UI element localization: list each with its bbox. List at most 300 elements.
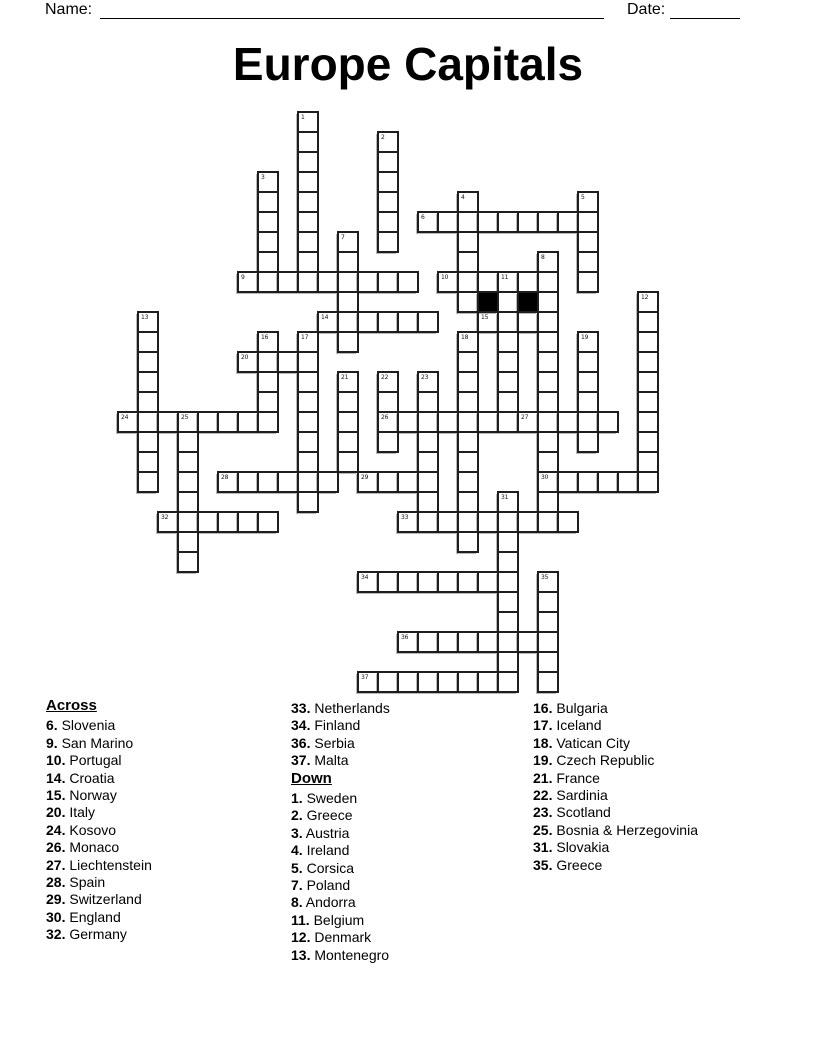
cell-number-22: 22 [381,374,389,381]
grid-cell-r28-c13[interactable] [377,671,399,693]
clue-number-25: 25. [533,821,553,838]
grid-cell-r7-c23[interactable] [577,251,599,273]
grid-cell-r18-c1[interactable] [137,471,159,493]
grid-cell-r15-c11[interactable] [337,411,359,433]
clue-text-23: Scotland [552,804,611,821]
grid-cell-r16-c17[interactable] [457,431,479,453]
grid-cell-r26-c18[interactable] [477,631,499,653]
grid-cell-r6-c7[interactable] [257,231,279,253]
clue-number-7: 7. [291,877,303,894]
clue-text-9: San Marino [57,734,134,751]
grid-cell-r10-c26[interactable] [637,311,659,333]
clue-text-3: Austria [302,824,350,841]
grid-cell-r20-c16[interactable] [437,511,459,533]
grid-cell-r24-c19[interactable] [497,591,519,613]
grid-cell-r15-c0[interactable] [117,411,139,433]
grid-cell-r13-c19[interactable] [497,371,519,393]
grid-cell-r7-c11[interactable] [337,251,359,273]
grid-cell-r15-c2[interactable] [157,411,179,433]
grid-cell-r16-c1[interactable] [137,431,159,453]
grid-cell-r6-c17[interactable] [457,231,479,253]
cell-number-2: 2 [381,134,385,141]
clue-number-24: 24. [46,821,66,838]
clue-text-1: Sweden [302,790,358,807]
grid-cell-r2-c9[interactable] [297,151,319,173]
grid-cell-r15-c22[interactable] [557,411,579,433]
grid-cell-r23-c17[interactable] [457,571,479,593]
grid-cell-r23-c14[interactable] [397,571,419,593]
grid-cell-r20-c15[interactable] [417,511,439,533]
clue-text-35: Greece [552,856,603,873]
clue-20 [46,804,152,821]
grid-cell-r23-c16[interactable] [437,571,459,593]
cell-number-5: 5 [581,194,585,201]
grid-cell-r5-c13[interactable] [377,211,399,233]
grid-cell-r22-c19[interactable] [497,551,519,573]
grid-cell-r26-c16[interactable] [437,631,459,653]
grid-cell-r9-c11[interactable] [337,291,359,313]
grid-cell-r13-c9[interactable] [297,371,319,393]
grid-cell-r18-c14[interactable] [397,471,419,493]
grid-cell-r12-c7[interactable] [257,351,279,373]
clue-number-29: 29. [46,891,66,908]
clue-4 [291,842,390,859]
cell-number-17: 17 [301,334,309,341]
grid-cell-r15-c17[interactable] [457,411,479,433]
grid-cell-r18-c21[interactable] [537,471,559,493]
grid-cell-r21-c3[interactable] [177,531,199,553]
cell-number-7: 7 [341,234,345,241]
grid-cell-r8-c20[interactable] [517,271,539,293]
grid-cell-r26-c21[interactable] [537,631,559,653]
clue-text-25: Bosnia & Herzegovinia [552,821,698,838]
name-input-line[interactable] [100,2,604,19]
clue-text-29: Switzerland [65,891,142,908]
clue-number-27: 27. [46,856,66,873]
grid-cell-r20-c20[interactable] [517,511,539,533]
grid-cell-r11-c26[interactable] [637,331,659,353]
grid-cell-r21-c19[interactable] [497,531,519,553]
grid-cell-r6-c13[interactable] [377,231,399,253]
grid-cell-r8-c7[interactable] [257,271,279,293]
grid-cell-r15-c9[interactable] [297,411,319,433]
grid-cell-r14-c7[interactable] [257,391,279,413]
grid-cell-r10-c10[interactable] [317,311,339,333]
across-heading: Across [46,697,97,714]
grid-cell-r15-c19[interactable] [497,411,519,433]
grid-cell-r15-c5[interactable] [217,411,239,433]
grid-cell-r8-c14[interactable] [397,271,419,293]
grid-cell-r12-c26[interactable] [637,351,659,373]
grid-cell-r5-c16[interactable] [437,211,459,233]
clue-15 [46,787,152,804]
grid-cell-r11-c23[interactable] [577,331,599,353]
grid-cell-r20-c4[interactable] [197,511,219,533]
grid-cell-r16-c11[interactable] [337,431,359,453]
name-label: Name: [45,1,93,18]
grid-cell-r6-c23[interactable] [577,231,599,253]
grid-cell-r12-c17[interactable] [457,351,479,373]
grid-cell-r28-c17[interactable] [457,671,479,693]
grid-cell-r12-c19[interactable] [497,351,519,373]
grid-cell-r19-c19[interactable] [497,491,519,513]
grid-cell-r0-c9[interactable] [297,111,319,133]
grid-cell-r23-c13[interactable] [377,571,399,593]
grid-cell-r8-c10[interactable] [317,271,339,293]
grid-cell-r16-c23[interactable] [577,431,599,453]
grid-cell-r10-c18[interactable] [477,311,499,333]
grid-cell-r12-c23[interactable] [577,351,599,373]
cell-number-8: 8 [541,254,545,261]
grid-cell-r11-c11[interactable] [337,331,359,353]
grid-cell-r5-c23[interactable] [577,211,599,233]
grid-cell-r28-c14[interactable] [397,671,419,693]
clue-26 [46,839,152,856]
grid-cell-r20-c3[interactable] [177,511,199,533]
grid-cell-r15-c16[interactable] [437,411,459,433]
grid-cell-r17-c17[interactable] [457,451,479,473]
grid-cell-r20-c17[interactable] [457,511,479,533]
grid-cell-r28-c12[interactable] [357,671,379,693]
grid-cell-r11-c17[interactable] [457,331,479,353]
grid-cell-r4-c7[interactable] [257,191,279,213]
grid-cell-r15-c15[interactable] [417,411,439,433]
grid-cell-r5-c20[interactable] [517,211,539,233]
grid-cell-r15-c1[interactable] [137,411,159,433]
grid-cell-r4-c9[interactable] [297,191,319,213]
clue-number-26: 26. [46,839,66,856]
grid-cell-r17-c1[interactable] [137,451,159,473]
grid-cell-r14-c11[interactable] [337,391,359,413]
grid-cell-r10-c20[interactable] [517,311,539,333]
grid-cell-r10-c13[interactable] [377,311,399,333]
clue-number-12: 12. [291,929,311,946]
grid-cell-r22-c3[interactable] [177,551,199,573]
grid-cell-r15-c14[interactable] [397,411,419,433]
cell-number-10: 10 [441,274,449,281]
grid-cell-r11-c1[interactable] [137,331,159,353]
clue-12 [291,929,390,946]
grid-cell-r9-c21[interactable] [537,291,559,313]
grid-cell-r14-c13[interactable] [377,391,399,413]
grid-cell-r1-c9[interactable] [297,131,319,153]
grid-cell-r20-c7[interactable] [257,511,279,533]
clue-35 [533,857,698,874]
grid-cell-r13-c26[interactable] [637,371,659,393]
clue-text-12: Denmark [310,929,372,946]
down-heading: Down [291,769,332,787]
grid-cell-r13-c1[interactable] [137,371,159,393]
grid-cell-r18-c15[interactable] [417,471,439,493]
grid-cell-r15-c3[interactable] [177,411,199,433]
grid-cell-r14-c9[interactable] [297,391,319,413]
grid-cell-r2-c13[interactable] [377,151,399,173]
grid-cell-r10-c19[interactable] [497,311,519,333]
grid-cell-r25-c21[interactable] [537,611,559,633]
grid-cell-r25-c19[interactable] [497,611,519,633]
grid-cell-r9-c17[interactable] [457,291,479,313]
grid-cell-r7-c21[interactable] [537,251,559,273]
grid-cell-r14-c15[interactable] [417,391,439,413]
grid-cell-r11-c7[interactable] [257,331,279,353]
grid-cell-r24-c21[interactable] [537,591,559,613]
grid-cell-r13-c23[interactable] [577,371,599,393]
grid-cell-r8-c21[interactable] [537,271,559,293]
clue-text-20: Italy [65,804,96,821]
grid-cell-r18-c26[interactable] [637,471,659,493]
cell-number-18: 18 [461,334,469,341]
grid-cell-r20-c2[interactable] [157,511,179,533]
grid-cell-r28-c21[interactable] [537,671,559,693]
grid-cell-r13-c21[interactable] [537,371,559,393]
grid-cell-r5-c21[interactable] [537,211,559,233]
grid-cell-r19-c9[interactable] [297,491,319,513]
grid-cell-r10-c15[interactable] [417,311,439,333]
grid-cell-r14-c21[interactable] [537,391,559,413]
grid-cell-r15-c21[interactable] [537,411,559,433]
grid-cell-r10-c14[interactable] [397,311,419,333]
grid-cell-r18-c6[interactable] [237,471,259,493]
date-input-line[interactable] [670,2,740,19]
grid-cell-r23-c19[interactable] [497,571,519,593]
grid-cell-r15-c24[interactable] [597,411,619,433]
cell-number-20: 20 [241,354,249,361]
clue-number-11: 11. [291,911,310,928]
grid-cell-r3-c7[interactable] [257,171,279,193]
grid-cell-r20-c21[interactable] [537,511,559,533]
grid-cell-r7-c9[interactable] [297,251,319,273]
cell-number-15: 15 [481,314,489,321]
grid-cell-r8-c19[interactable] [497,271,519,293]
grid-cell-r18-c12[interactable] [357,471,379,493]
grid-cell-r9-c19[interactable] [497,291,519,313]
clue-number-32: 32. [46,926,66,943]
clue-text-26: Monaco [65,839,120,856]
grid-cell-r26-c20[interactable] [517,631,539,653]
cell-number-9: 9 [241,274,245,281]
grid-cell-r15-c23[interactable] [577,411,599,433]
clue-33 [291,700,390,717]
grid-cell-r19-c17[interactable] [457,491,479,513]
grid-cell-r10-c21[interactable] [537,311,559,333]
grid-cell-r13-c11[interactable] [337,371,359,393]
cell-number-33: 33 [401,514,409,521]
grid-cell-r4-c13[interactable] [377,191,399,213]
clue-23 [533,804,698,821]
grid-cell-r28-c18[interactable] [477,671,499,693]
grid-cell-r12-c21[interactable] [537,351,559,373]
grid-cell-r16-c21[interactable] [537,431,559,453]
grid-cell-r20-c19[interactable] [497,511,519,533]
grid-cell-r27-c19[interactable] [497,651,519,673]
grid-cell-r19-c21[interactable] [537,491,559,513]
grid-cell-r6-c11[interactable] [337,231,359,253]
grid-cell-r13-c7[interactable] [257,371,279,393]
grid-cell-r9-c26[interactable] [637,291,659,313]
clue-number-20: 20. [46,804,66,821]
clue-number-18: 18. [533,734,553,751]
clue-14 [46,770,152,787]
grid-cell-r12-c9[interactable] [297,351,319,373]
grid-cell-r5-c19[interactable] [497,211,519,233]
grid-cell-r8-c11[interactable] [337,271,359,293]
grid-cell-r1-c13[interactable] [377,131,399,153]
grid-cell-r15-c6[interactable] [237,411,259,433]
grid-cell-r16-c15[interactable] [417,431,439,453]
grid-cell-r17-c21[interactable] [537,451,559,473]
grid-cell-r8-c13[interactable] [377,271,399,293]
grid-cell-r17-c15[interactable] [417,451,439,473]
cell-number-37: 37 [361,674,369,681]
grid-cell-r15-c20[interactable] [517,411,539,433]
grid-cell-r10-c11[interactable] [337,311,359,333]
grid-cell-r18-c17[interactable] [457,471,479,493]
grid-cell-r11-c21[interactable] [537,331,559,353]
grid-cell-r5-c18[interactable] [477,211,499,233]
grid-cell-r20-c5[interactable] [217,511,239,533]
clue-36 [291,735,390,752]
cell-number-6: 6 [421,214,425,221]
grid-cell-r5-c15[interactable] [417,211,439,233]
grid-cell-r23-c15[interactable] [417,571,439,593]
cell-number-12: 12 [641,294,649,301]
grid-cell-r26-c19[interactable] [497,631,519,653]
grid-cell-r15-c26[interactable] [637,411,659,433]
clue-number-13: 13. [291,946,311,963]
clue-number-1: 1. [291,790,303,807]
grid-cell-r17-c26[interactable] [637,451,659,473]
grid-cell-r18-c22[interactable] [557,471,579,493]
clue-27 [46,857,152,874]
grid-cell-r17-c9[interactable] [297,451,319,473]
grid-cell-r23-c12[interactable] [357,571,379,593]
grid-cell-r18-c8[interactable] [277,471,299,493]
grid-cell-r7-c7[interactable] [257,251,279,273]
grid-cell-r18-c7[interactable] [257,471,279,493]
grid-cell-r14-c19[interactable] [497,391,519,413]
clue-19 [533,752,698,769]
grid-cell-r14-c23[interactable] [577,391,599,413]
grid-cell-r12-c1[interactable] [137,351,159,373]
grid-cell-r18-c10[interactable] [317,471,339,493]
grid-cell-r18-c5[interactable] [217,471,239,493]
grid-cell-r16-c9[interactable] [297,431,319,453]
grid-cell-r13-c17[interactable] [457,371,479,393]
grid-cell-r18-c23[interactable] [577,471,599,493]
grid-cell-r18-c13[interactable] [377,471,399,493]
grid-cell-r5-c9[interactable] [297,211,319,233]
grid-cell-r26-c15[interactable] [417,631,439,653]
grid-cell-r20-c6[interactable] [237,511,259,533]
grid-cell-r13-c13[interactable] [377,371,399,393]
grid-cell-r6-c9[interactable] [297,231,319,253]
grid-cell-r19-c3[interactable] [177,491,199,513]
grid-cell-r18-c25[interactable] [617,471,639,493]
grid-cell-r8-c16[interactable] [437,271,459,293]
grid-cell-r3-c9[interactable] [297,171,319,193]
grid-cell-r3-c13[interactable] [377,171,399,193]
grid-cell-r28-c16[interactable] [437,671,459,693]
cell-number-23: 23 [421,374,429,381]
grid-cell-r7-c17[interactable] [457,251,479,273]
grid-cell-r28-c15[interactable] [417,671,439,693]
clue-text-10: Portugal [65,752,122,769]
grid-cell-r16-c13[interactable] [377,431,399,453]
grid-cell-r19-c15[interactable] [417,491,439,513]
grid-cell-r14-c26[interactable] [637,391,659,413]
clue-text-37: Malta [310,752,349,769]
grid-cell-r15-c13[interactable] [377,411,399,433]
grid-cell-r11-c19[interactable] [497,331,519,353]
grid-cell-r16-c3[interactable] [177,431,199,453]
grid-cell-r15-c18[interactable] [477,411,499,433]
grid-cell-r18-c9[interactable] [297,471,319,493]
clue-number-2: 2. [291,807,303,824]
grid-cell-r23-c18[interactable] [477,571,499,593]
grid-cell-r8-c8[interactable] [277,271,299,293]
clue-column-1 [46,697,152,944]
grid-cell-r14-c17[interactable] [457,391,479,413]
grid-cell-r8-c18[interactable] [477,271,499,293]
clue-number-4: 4. [291,842,303,859]
grid-cell-r8-c12[interactable] [357,271,379,293]
grid-cell-r10-c1[interactable] [137,311,159,333]
cell-number-11: 11 [501,274,509,281]
cell-number-25: 25 [181,414,189,421]
grid-cell-r10-c12[interactable] [357,311,379,333]
grid-cell-r17-c3[interactable] [177,451,199,473]
grid-cell-r11-c9[interactable] [297,331,319,353]
grid-cell-r4-c23[interactable] [577,191,599,213]
grid-cell-r8-c17[interactable] [457,271,479,293]
grid-cell-r26-c14[interactable] [397,631,419,653]
grid-cell-r8-c23[interactable] [577,271,599,293]
date-label: Date: [627,1,666,18]
grid-cell-r13-c15[interactable] [417,371,439,393]
grid-cell-r8-c9[interactable] [297,271,319,293]
grid-cell-r28-c19[interactable] [497,671,519,693]
black-cell-r9-c20 [517,291,539,313]
clue-17 [533,717,698,734]
grid-cell-r12-c6[interactable] [237,351,259,373]
clue-column-2 [291,700,390,964]
grid-cell-r15-c7[interactable] [257,411,279,433]
grid-cell-r15-c4[interactable] [197,411,219,433]
grid-cell-r20-c18[interactable] [477,511,499,533]
grid-cell-r5-c7[interactable] [257,211,279,233]
grid-cell-r18-c24[interactable] [597,471,619,493]
grid-cell-r12-c8[interactable] [277,351,299,373]
clue-text-18: Vatican City [552,734,631,751]
grid-cell-r26-c17[interactable] [457,631,479,653]
grid-cell-r14-c1[interactable] [137,391,159,413]
grid-cell-r20-c22[interactable] [557,511,579,533]
grid-cell-r4-c17[interactable] [457,191,479,213]
grid-cell-r8-c6[interactable] [237,271,259,293]
grid-cell-r16-c26[interactable] [637,431,659,453]
grid-cell-r27-c21[interactable] [537,651,559,673]
clue-text-2: Greece [302,807,353,824]
grid-cell-r18-c3[interactable] [177,471,199,493]
clue-text-6: Slovenia [57,717,116,734]
grid-cell-r5-c17[interactable] [457,211,479,233]
clue-number-36: 36. [291,734,311,751]
grid-cell-r17-c11[interactable] [337,451,359,473]
grid-cell-r5-c22[interactable] [557,211,579,233]
grid-cell-r20-c14[interactable] [397,511,419,533]
grid-cell-r21-c17[interactable] [457,531,479,553]
grid-cell-r23-c21[interactable] [537,571,559,593]
